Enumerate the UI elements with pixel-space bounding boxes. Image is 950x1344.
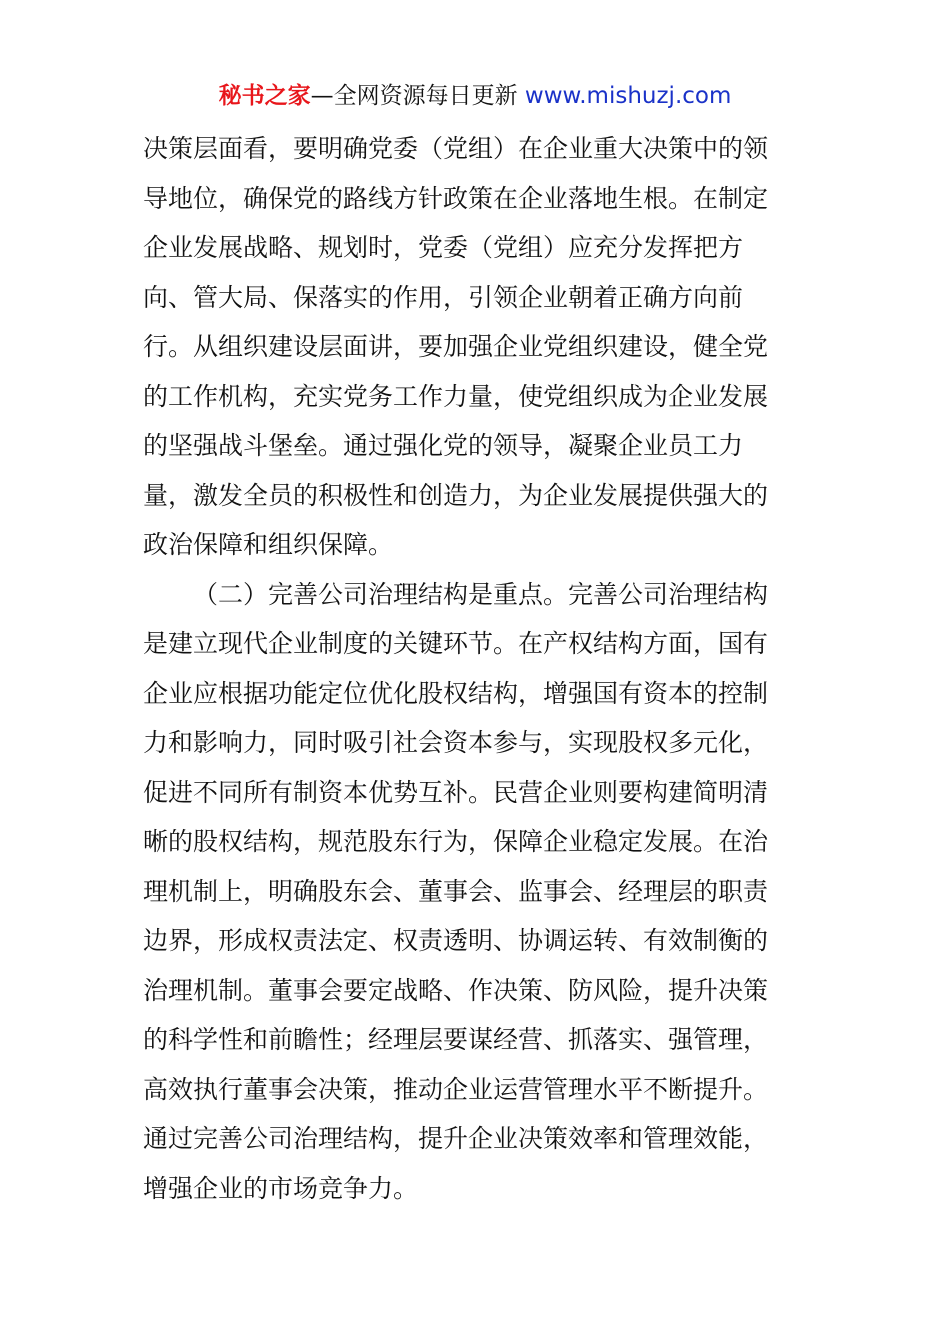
text-line: 力和影响力，同时吸引社会资本参与，实现股权多元化， — [143, 728, 769, 757]
text-line: 政治保障和组织保障。 — [143, 530, 394, 559]
text-line: 企业应根据功能定位优化股权结构，增强国有资本的控制 — [143, 678, 769, 708]
page-header — [0, 80, 950, 112]
text-line: 企业发展战略、规划时，党委（党组）应充分发挥把方 — [143, 233, 744, 262]
text-line: 理机制上，明确股东会、董事会、监事会、经理层的职责 — [143, 876, 769, 906]
text-line: 的工作机构，充实党务工作力量，使党组织成为企业发展 — [143, 381, 769, 411]
text-line: 促进不同所有制资本优势互补。民营企业则要构建简明清 — [143, 777, 769, 807]
text-line: 增强企业的市场竞争力。 — [143, 1173, 419, 1203]
text-line: 导地位，确保党的路线方针政策在企业落地生根。在制定 — [143, 183, 769, 213]
text-line: 通过完善公司治理结构，提升企业决策效率和管理效能， — [143, 1124, 769, 1153]
text-line: 治理机制。董事会要定战略、作决策、防风险，提升决策 — [143, 975, 769, 1005]
site-tagline: —全网资源每日更新 — [310, 83, 525, 109]
text-line: 的坚强战斗堡垒。通过强化党的领导，凝聚企业员工力 — [143, 431, 744, 460]
text-line: 是建立现代企业制度的关键环节。在产权结构方面，国有 — [143, 629, 769, 658]
site-url-link[interactable]: www.mishuzj.com — [524, 83, 732, 109]
document-body — [143, 124, 807, 1213]
text-line: 的科学性和前瞻性；经理层要谋经营、抓落实、强管理， — [143, 1025, 769, 1054]
text-line: 晰的股权结构，规范股东行为，保障企业稳定发展。在治 — [143, 827, 769, 856]
text-line: 高效执行董事会决策，推动企业运营管理水平不断提升。 — [143, 1074, 769, 1104]
section-heading-line: （二）完善公司治理结构是重点。完善公司治理结构 — [193, 579, 769, 609]
text-line: 行。从组织建设层面讲，要加强企业党组织建设，健全党 — [143, 332, 769, 361]
text-line: 决策层面看，要明确党委（党组）在企业重大决策中的领 — [143, 134, 769, 163]
site-brand: 秘书之家 — [218, 83, 311, 109]
text-line: 边界，形成权责法定、权责透明、协调运转、有效制衡的 — [143, 926, 769, 955]
text-line: 量，激发全员的积极性和创造力，为企业发展提供强大的 — [143, 480, 769, 510]
text-line: 向、管大局、保落实的作用，引领企业朝着正确方向前 — [143, 282, 744, 312]
